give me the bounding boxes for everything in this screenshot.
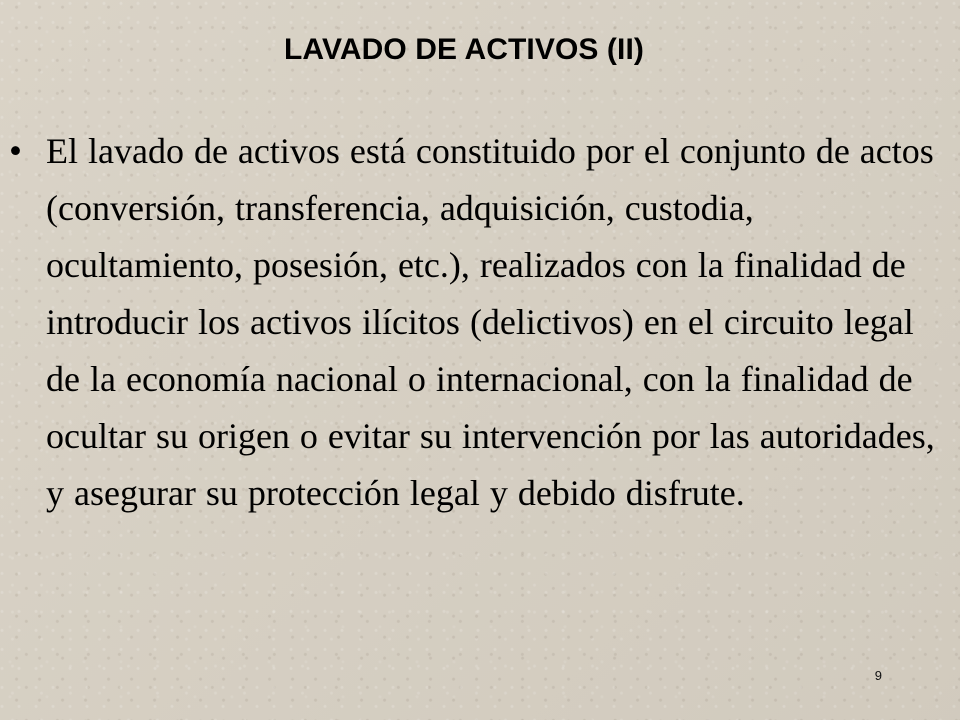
page-number: 9: [874, 668, 882, 683]
bullet-point-icon: •: [9, 131, 22, 172]
slide-title: LAVADO DE ACTIVOS (II): [284, 33, 644, 66]
definition-paragraph: El lavado de activos está constituido por el conjunto de actos (conversión, transferencia, adquisición, custodia, ocultamiento, posesión, etc.), realizados con la finalidad de introducir los activos ilícitos (delictivos) en el circuito legal de la economía nacional o internacional, con la finalidad de ocultar su origen o evitar su intervención por las autoridades, y asegurar su protección legal y debido disfrute.: [46, 131, 935, 513]
